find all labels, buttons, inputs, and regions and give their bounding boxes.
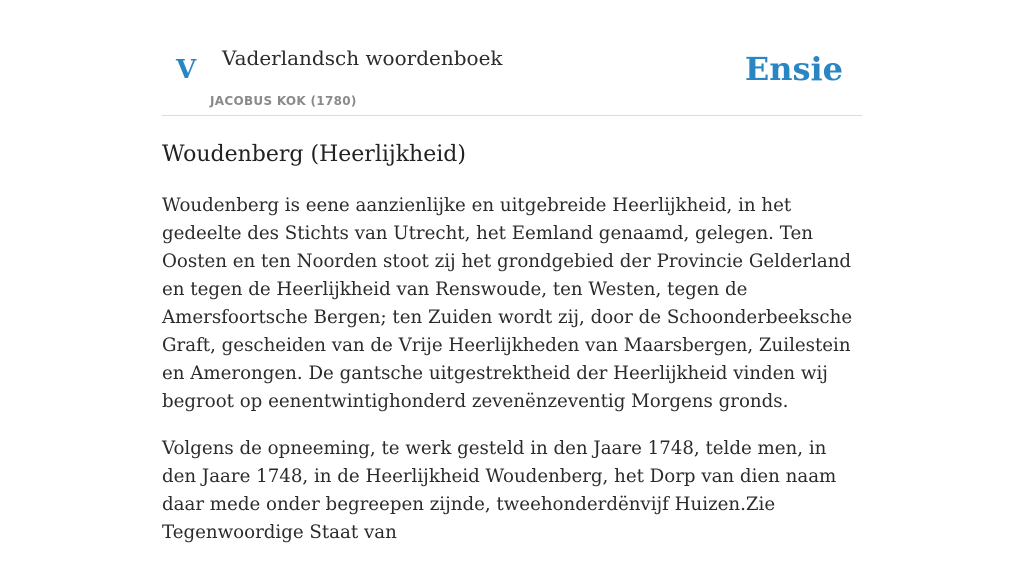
entry-body (162, 192, 862, 566)
entry-paragraph: Volgens de opneeming, te werk gesteld in den Jaare 1748, telde men, in den Jaare 1748, in de Heerlijkheid Woudenberg, het Dorp van dien naam daar mede onder begreepen zijnde, tweehonderdënvijf Huizen.Zie Tegenwoordige Staat van (162, 438, 837, 543)
book-title-link[interactable]: Vaderlandsch woordenboek (222, 46, 503, 70)
entry-title: Woudenberg (Heerlijkheid) (162, 142, 466, 167)
book-letter-icon[interactable]: V (176, 55, 197, 85)
ensie-logo-link[interactable]: Ensie (744, 50, 843, 88)
book-header (162, 0, 862, 116)
entry-paragraph: Woudenberg is eene aanzienlijke en uitgebreide Heerlijkheid, in het gedeelte des Stichts van Utrecht, het Eemland genaamd, gelegen. Ten Oosten en ten Noorden stoot zij het grondgebied der Provincie Gelderland en tegen de Heerlijkheid van Renswoude, ten Westen, tegen de Amersfoortsche Bergen; ten Zuiden wordt zij, door de Schoonderbeeksche Graft, gescheiden van de Vrije Heerlijkheden van Maarsbergen, Zuilestein en Amerongen. De gantsche uitgestrektheid der Heerlijkheid vinden wij begroot op eenentwintighonderd zevenënzeventig Morgens gronds. (162, 195, 853, 412)
book-author: JACOBUS KOK (1780) (210, 94, 357, 108)
